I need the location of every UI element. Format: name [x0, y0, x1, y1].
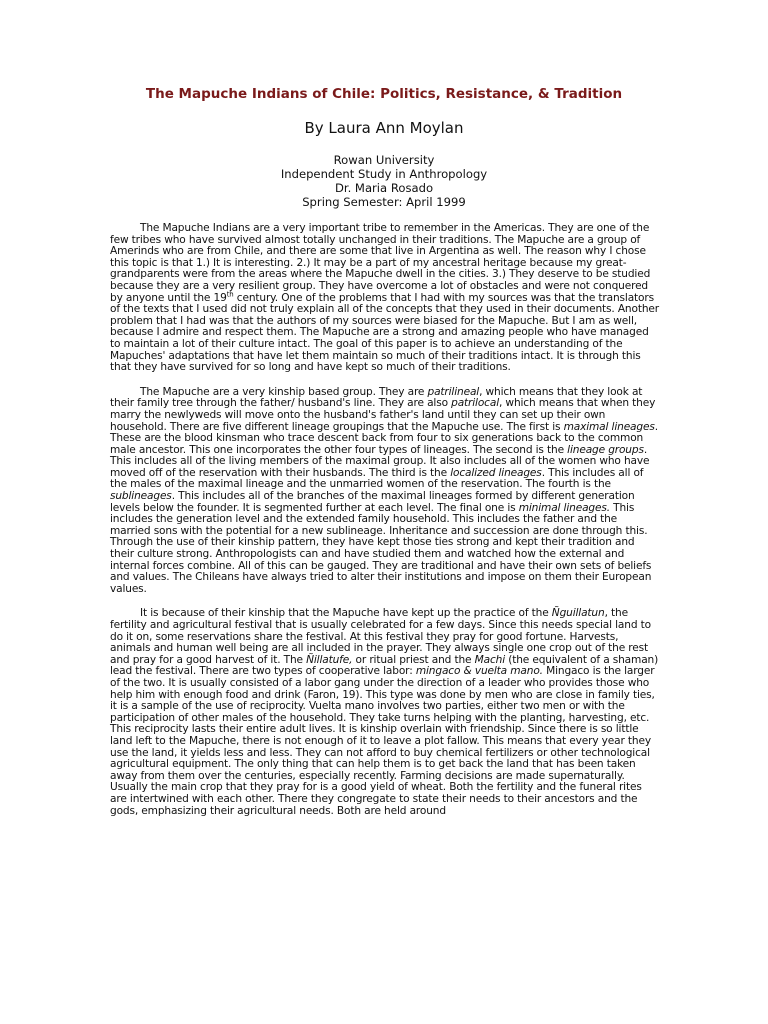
italic-term: patrilocal [451, 397, 499, 410]
paragraph-text: , the fertility and agricultural festival that is usually celebrated for a few days. Since this needs special land to do it on, some reservations share the festival. At this festival they pray for good fortune. Harvests, animals and human well being are all included in the prayer. They always single one crop out of the rest and pray for a good harvest of it. The [110, 607, 651, 666]
paragraph-text: . This includes all of the males of the maximal lineage and the unmarried women of the reservation. The fourth is the [110, 466, 644, 491]
paragraph-text: century. One of the problems that I had with my sources was that the translators of the texts that I used did not truly explain all of the concepts that they used in their documents. Another problem that I had was that the authors of my sources were biased for the Mapuche. But I am as well, because I admire and respect them. The Mapuche are a strong and amazing people who have managed to maintain a lot of their culture intact. The goal of this paper is to achieve an understanding of the Mapuches' adaptations that have let them maintain so much of their traditions intact. It is through this that they have survived for so long and have kept so much of their traditions. [110, 291, 659, 374]
document-title: The Mapuche Indians of Chile: Politics, Resistance, & Tradition [145, 86, 623, 102]
italic-term: Ñillatufe, [306, 653, 353, 666]
paragraph-text: . This includes all of the living members of the maximal group. It also includes all of the women who have moved off of the reservation with their husbands. The third is the [110, 443, 650, 479]
italic-term: mingaco & vuelta mano. [415, 665, 543, 678]
paragraph-text: . This includes all of the branches of the maximal lineages formed by different generation levels below the founder. It is segmented further at each level. The final one is [110, 490, 635, 514]
document-author: By Laura Ann Moylan [304, 119, 464, 137]
italic-term: patrilineal [427, 385, 480, 398]
affiliation-university: Rowan University [333, 153, 435, 167]
paragraph-text: , which means that when they marry the newlyweds will move onto the husband's father's land until they can set up their own household. There are five different lineage groupings that the Mapuche use. The first is [110, 397, 656, 433]
affiliation-block [0, 153, 768, 209]
italic-term: Ñguillatun [551, 607, 605, 620]
superscript: th [226, 290, 234, 299]
paragraph-kinship [110, 387, 660, 596]
paragraph-text: The Mapuche Indians are a very important tribe to remember in the Americas. They are one of the few tribes who have survived almost totally unchanged in their traditions. The Mapuche are a group of Amerinds who are from Chile, and there are some that live in Argentina as well. The reason why I chose this topic is that 1.) It is interesting. 2.) It may be a part of my ancestral heritage because my great-grandparents were from the areas where the Mapuche dwell in the cities. 3.) They deserve to be studied because they are a very resilient group. They have overcome a lot of obstacles and were not conquered by anyone until the 19 [110, 222, 651, 304]
paragraph-text: . These are the blood kinsman who trace descent back from four to six generations back to the common male ancestor. This one incorporates the other four types of lineages. The second is the [110, 420, 658, 456]
paragraph-text: (the equivalent of a shaman) lead the festival. There are two types of cooperative labor: [110, 653, 659, 678]
paragraph-introduction [110, 223, 660, 374]
italic-term: maximal lineages [563, 420, 655, 433]
paragraph-text: Mingaco is the larger of the two. It is usually consisted of a labor gang under the direction of a leader who provides those who help him with enough food and drink (Faron, 19). This type was done by men who are close in family ties, it is a sample of the use of reciprocity. Vuelta mano involves two parties, either two men or with the participation of other males of the household. They take turns helping with the planting, harvesting, etc. This reciprocity lasts their entire adult lives. It is kinship overlain with friendship. Since there is so little land left to the Mapuche, there is not enough of it to leave a plot fallow. This means that every year they use the land, it yields less and less. They can not afford to buy chemical fertilizers or other technological agricultural equipment. The only thing that can help them is to get back the land that has been taken away from them over the centuries, especially recently. Farming decisions are made supernaturally. Usually the main crop that they pray for is a good yield of wheat. Both the fertility and the funeral rites are intertwined with each other. There they congregate to state their needs to their ancestors and the gods, emphasizing their agricultural needs. Both are held around [110, 665, 655, 817]
affiliation-semester: Spring Semester: April 1999 [302, 195, 466, 209]
paragraph-text: It is because of their kinship that the Mapuche have kept up the practice of the [140, 607, 552, 620]
paragraph-text: , which means that they look at their family tree through the father/ husband's line. They are also [110, 385, 643, 410]
paragraph-text: The Mapuche are a very kinship based group. They are [140, 385, 428, 398]
paragraph-text: This includes the generation level and the extended family household. This includes the father and the married sons with the potential for a new sublineage. Inheritance and succession are done through this. Through the use of their kinship pattern, they have kept those ties strong and kept their tradition and their culture strong. Anthropologists can and have studied them and watched how the external and internal forces combine. All of this can be gauged. They are traditional and have their own sets of beliefs and values. The Chileans have always tried to alter their institutions and impose on them their European values. [110, 501, 652, 595]
italic-term: Machi [474, 653, 505, 666]
italic-term: sublineages [110, 490, 172, 503]
italic-term: localized lineages [450, 466, 542, 479]
document-body [110, 223, 660, 830]
italic-term: minimal lineages. [518, 501, 610, 514]
paragraph-festival [110, 608, 660, 817]
italic-term: lineage groups [567, 443, 644, 456]
affiliation-course: Independent Study in Anthropology [280, 167, 488, 181]
paragraph-text: or ritual priest and the [352, 653, 475, 666]
affiliation-instructor: Dr. Maria Rosado [334, 181, 434, 195]
